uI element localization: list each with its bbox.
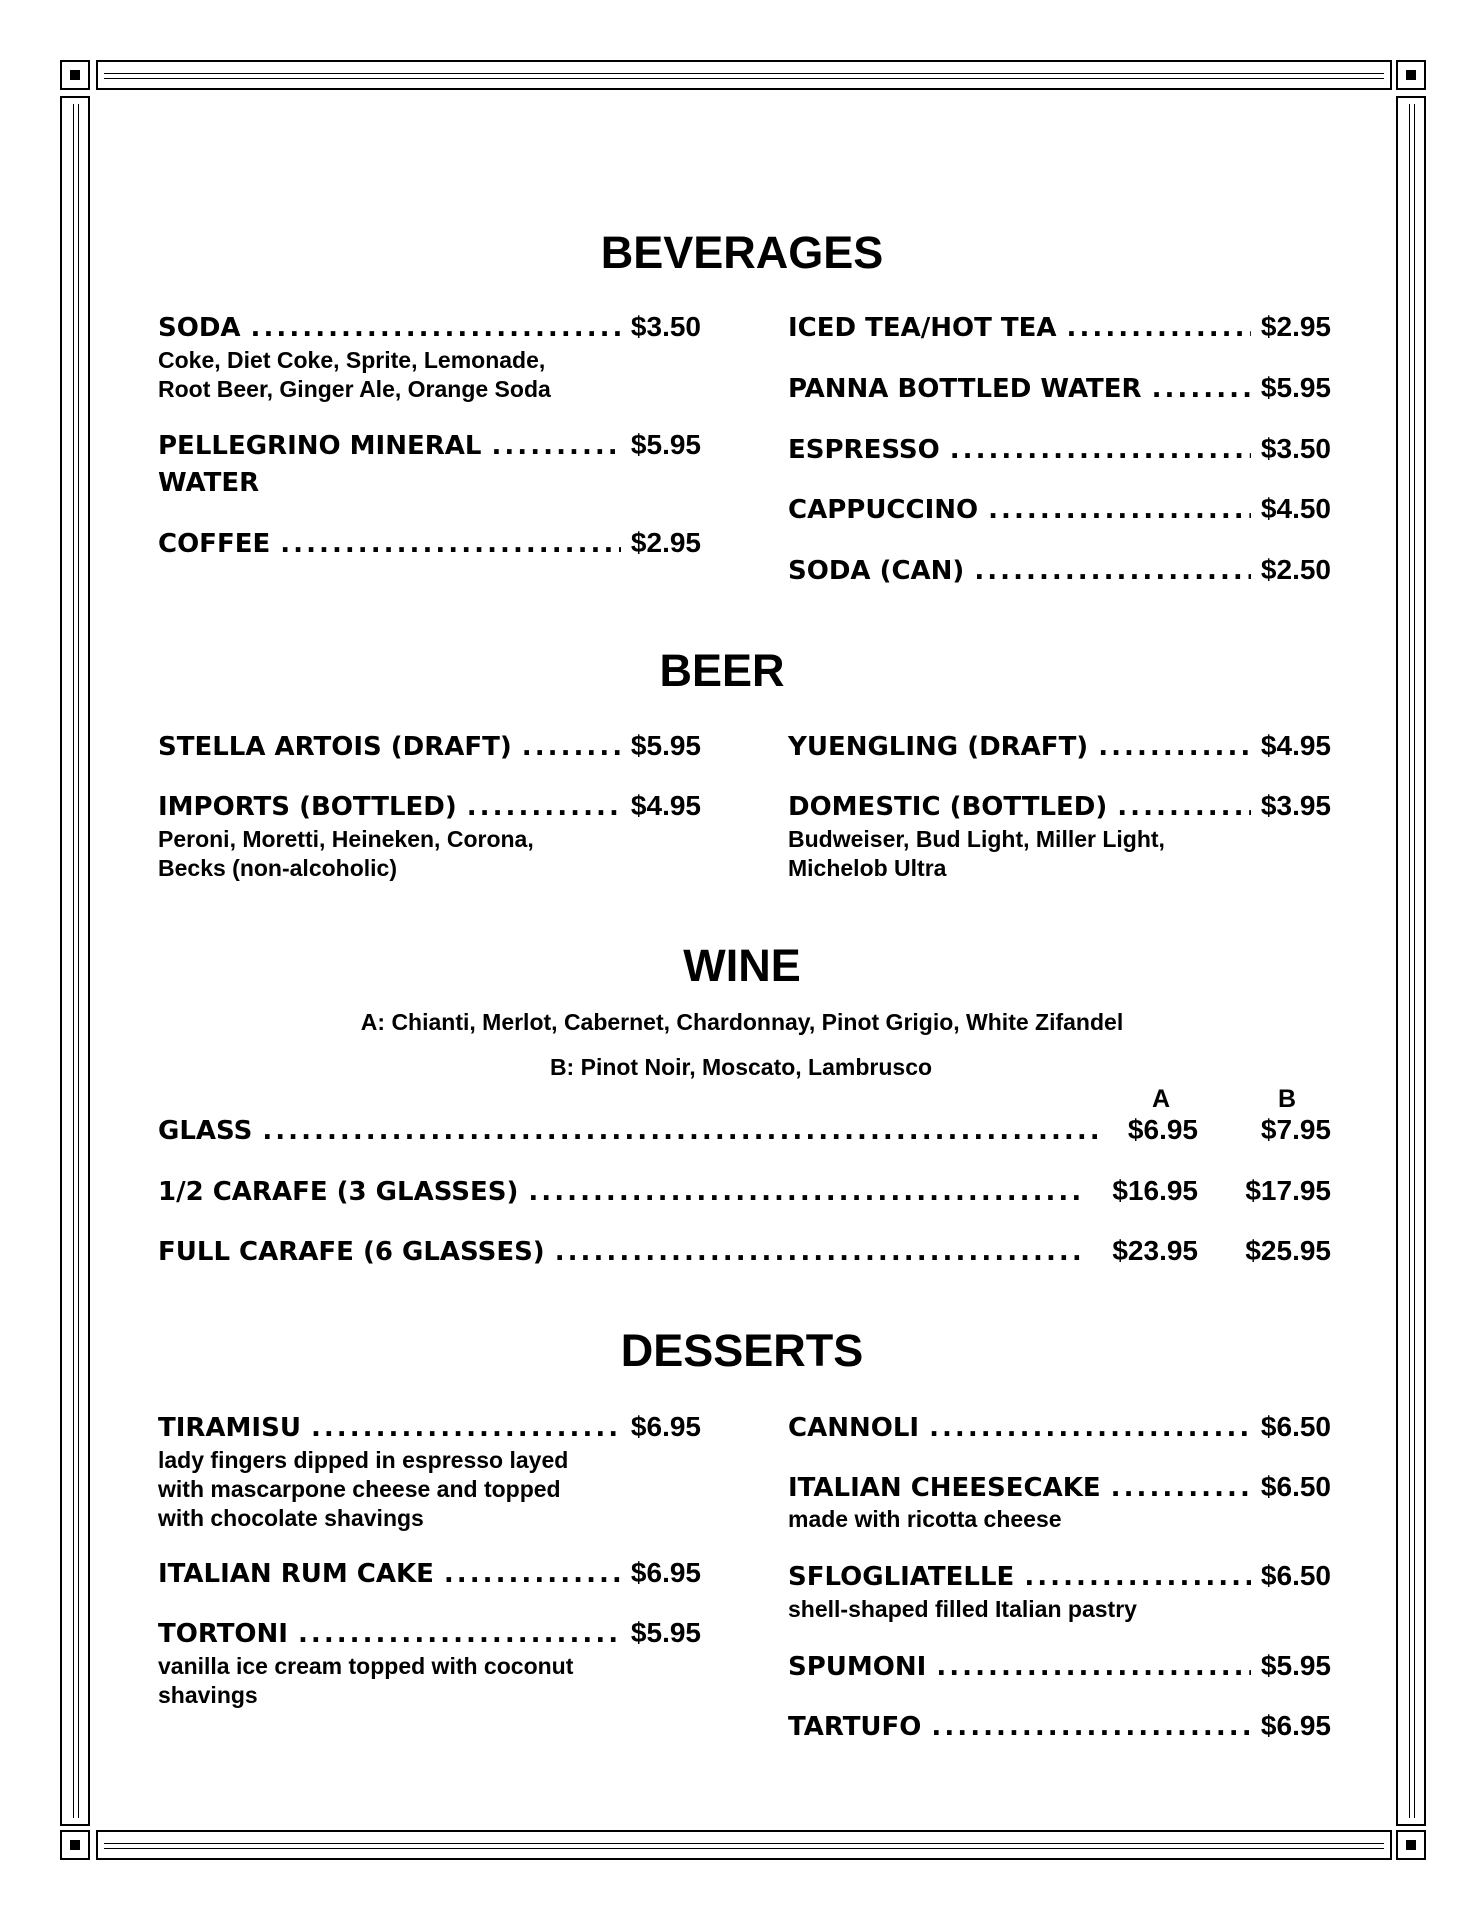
menu-item-soda-can xyxy=(788,551,1331,590)
leader-dots xyxy=(1067,309,1251,347)
beverages-title: BEVERAGES xyxy=(600,227,884,278)
leader-dots xyxy=(251,309,621,347)
item-name: TIRAMISU xyxy=(158,1413,301,1443)
menu-item-pellegrino xyxy=(158,426,701,465)
menu-item-domestic xyxy=(788,787,1331,826)
menu-item-iced-tea xyxy=(788,308,1331,347)
item-price: $5.95 xyxy=(630,1617,701,1648)
item-price: $3.50 xyxy=(1260,433,1331,464)
item-description: made with ricotta cheese xyxy=(788,1506,1062,1532)
wine-price-b: $7.95 xyxy=(1260,1114,1331,1145)
menu-item-panna xyxy=(788,369,1331,408)
item-name: SODA (CAN) xyxy=(788,556,965,586)
leader-dots xyxy=(1152,370,1251,408)
item-price: $3.50 xyxy=(630,311,701,342)
wine-note-a: A: Chianti, Merlot, Cabernet, Chardonnay, Pinot Grigio, White Zifandel xyxy=(360,1009,1124,1035)
menu-item-espresso xyxy=(788,430,1331,469)
frame-corner-top-right xyxy=(1396,60,1426,90)
item-price: $5.95 xyxy=(630,730,701,761)
wine-column-b-header: B xyxy=(1277,1085,1297,1113)
menu-item-sfogliatelle xyxy=(788,1557,1331,1596)
leader-dots xyxy=(467,788,621,826)
wine-price-b: $25.95 xyxy=(1245,1235,1331,1266)
beer-title: BEER xyxy=(659,645,785,696)
menu-item-cannoli xyxy=(788,1408,1331,1447)
menu-item-cappuccino xyxy=(788,490,1331,529)
item-price: $6.50 xyxy=(1260,1560,1331,1591)
item-name: GLASS xyxy=(158,1116,253,1146)
leader-dots xyxy=(931,1708,1251,1746)
frame-corner-bottom-right xyxy=(1396,1830,1426,1860)
item-name: YUENGLING (DRAFT) xyxy=(788,732,1089,762)
item-price: $6.50 xyxy=(1260,1411,1331,1442)
item-name: COFFEE xyxy=(158,529,271,559)
wine-price-b: $17.95 xyxy=(1245,1175,1331,1206)
item-price: $4.50 xyxy=(1260,493,1331,524)
leader-dots xyxy=(1111,1469,1251,1507)
item-price: $6.95 xyxy=(1260,1710,1331,1741)
item-name: CAPPUCCINO xyxy=(788,495,979,525)
item-price: $2.95 xyxy=(1260,311,1331,342)
menu-item-rum-cake xyxy=(158,1554,701,1593)
item-name: TARTUFO xyxy=(788,1712,922,1742)
menu-item-spumoni xyxy=(788,1647,1331,1686)
item-description: Budweiser, Bud Light, Miller Light, Michelob Ultra xyxy=(788,826,1165,881)
item-price: $2.95 xyxy=(630,527,701,558)
frame-corner-bottom-left xyxy=(60,1830,90,1860)
leader-dots xyxy=(522,728,621,766)
leader-dots xyxy=(929,1409,1251,1447)
leader-dots xyxy=(1024,1558,1251,1596)
leader-dots xyxy=(528,1173,1082,1211)
menu-item-cheesecake xyxy=(788,1468,1331,1507)
menu-item-tortoni xyxy=(158,1614,701,1653)
leader-dots xyxy=(1098,728,1251,766)
item-description: Coke, Diet Coke, Sprite, Lemonade, Root Beer, Ginger Ale, Orange Soda xyxy=(158,347,551,402)
item-name: STELLA ARTOIS (DRAFT) xyxy=(158,732,512,762)
item-price: $6.50 xyxy=(1260,1471,1331,1502)
item-description: shell-shaped filled Italian pastry xyxy=(788,1596,1137,1622)
item-price: $4.95 xyxy=(1260,730,1331,761)
frame-corner-top-left xyxy=(60,60,90,90)
leader-dots xyxy=(974,552,1251,590)
leader-dots xyxy=(444,1555,621,1593)
menu-item-tartufo xyxy=(788,1707,1331,1746)
menu-item-coffee xyxy=(158,524,701,563)
leader-dots xyxy=(950,431,1251,469)
item-price: $6.95 xyxy=(630,1557,701,1588)
wine-title: WINE xyxy=(683,940,801,991)
wine-row-half-carafe xyxy=(158,1172,1331,1211)
leader-dots xyxy=(280,525,621,563)
item-name: SODA xyxy=(158,313,241,343)
menu-item-imports xyxy=(158,787,701,826)
menu-item-stella xyxy=(158,727,701,766)
wine-row-full-carafe xyxy=(158,1232,1331,1271)
leader-dots xyxy=(936,1648,1251,1686)
item-price: $3.95 xyxy=(1260,790,1331,821)
menu-item-yuengling xyxy=(788,727,1331,766)
item-name-continued: WATER xyxy=(158,468,260,498)
item-price: $5.95 xyxy=(1260,372,1331,403)
leader-dots xyxy=(1117,788,1251,826)
item-description: vanilla ice cream topped with coconut shavings xyxy=(158,1653,574,1708)
frame-border-top xyxy=(96,60,1392,90)
wine-note-b: B: Pinot Noir, Moscato, Lambrusco xyxy=(549,1054,933,1080)
leader-dots xyxy=(298,1615,621,1653)
item-name: DOMESTIC (BOTTLED) xyxy=(788,792,1108,822)
frame-border-bottom xyxy=(96,1830,1392,1860)
item-price: $5.95 xyxy=(1260,1650,1331,1681)
wine-row-glass xyxy=(158,1111,1331,1150)
leader-dots xyxy=(262,1112,1098,1150)
item-price: $2.50 xyxy=(1260,554,1331,585)
wine-column-a-header: A xyxy=(1151,1085,1171,1113)
item-name: ITALIAN RUM CAKE xyxy=(158,1559,434,1589)
leader-dots xyxy=(491,427,620,465)
leader-dots xyxy=(311,1409,621,1447)
item-name: IMPORTS (BOTTLED) xyxy=(158,792,457,822)
menu-item-tiramisu xyxy=(158,1408,701,1447)
item-price: $5.95 xyxy=(630,429,701,460)
item-name: SPUMONI xyxy=(788,1652,927,1682)
desserts-title: DESSERTS xyxy=(620,1325,864,1376)
item-description: Peroni, Moretti, Heineken, Corona, Becks (non-alcoholic) xyxy=(158,826,534,881)
leader-dots xyxy=(555,1233,1082,1271)
wine-price-a: $16.95 xyxy=(1112,1175,1198,1206)
item-name: PANNA BOTTLED WATER xyxy=(788,374,1142,404)
item-name: CANNOLI xyxy=(788,1413,920,1443)
leader-dots xyxy=(988,491,1251,529)
item-name: SFLOGLIATELLE xyxy=(788,1562,1015,1592)
item-name: FULL CARAFE (6 GLASSES) xyxy=(158,1237,545,1267)
wine-price-a: $6.95 xyxy=(1127,1114,1198,1145)
item-name: ESPRESSO xyxy=(788,435,940,465)
item-price: $6.95 xyxy=(630,1411,701,1442)
item-description: lady fingers dipped in espresso layed with mascarpone cheese and topped with chocolate shavings xyxy=(158,1447,569,1531)
item-name: TORTONI xyxy=(158,1619,288,1649)
wine-price-a: $23.95 xyxy=(1112,1235,1198,1266)
item-price: $4.95 xyxy=(630,790,701,821)
item-name: 1/2 CARAFE (3 GLASSES) xyxy=(158,1177,519,1207)
item-name: ICED TEA/HOT TEA xyxy=(788,313,1057,343)
item-name: ITALIAN CHEESECAKE xyxy=(788,1473,1101,1503)
menu-item-soda xyxy=(158,308,701,347)
item-name: PELLEGRINO MINERAL xyxy=(158,431,482,461)
